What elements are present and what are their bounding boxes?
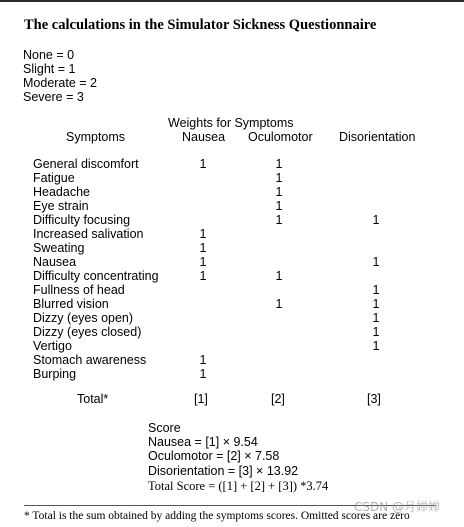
scale-item-severe: Severe = 3	[23, 90, 84, 104]
oculomotor-weight: 1	[275, 297, 283, 311]
table-row-label: Blurred vision	[33, 297, 109, 311]
disorientation-weight: 1	[372, 213, 380, 227]
nausea-weight: 1	[199, 227, 207, 241]
score-heading: Score	[148, 421, 181, 435]
weights-header: Weights for Symptoms	[168, 116, 294, 130]
disorientation-weight: 1	[372, 311, 380, 325]
disorientation-weight: 1	[372, 255, 380, 269]
total-oculomotor: [2]	[271, 392, 285, 406]
table-row-label: Stomach awareness	[33, 353, 147, 367]
oculomotor-weight: 1	[275, 157, 283, 171]
table-row-label: Increased salivation	[33, 227, 144, 241]
nausea-weight: 1	[199, 255, 207, 269]
table-row-label: Dizzy (eyes closed)	[33, 325, 142, 339]
column-header-nausea: Nausea	[182, 130, 226, 144]
nausea-weight: 1	[199, 353, 207, 367]
table-row-label: Eye strain	[33, 199, 89, 213]
table-row-label: Fullness of head	[33, 283, 125, 297]
disorientation-weight: 1	[372, 325, 380, 339]
oculomotor-weight: 1	[275, 171, 283, 185]
column-header-oculomotor: Oculomotor	[248, 130, 313, 144]
total-score-formula: Total Score = ([1] + [2] + [3]) *3.74	[148, 479, 329, 493]
disorientation-weight: 1	[372, 283, 380, 297]
score-oculomotor-formula: Oculomotor = [2] × 7.58	[148, 449, 280, 463]
table-row-label: General discomfort	[33, 157, 139, 171]
column-header-disorientation: Disorientation	[339, 130, 416, 144]
total-nausea: [1]	[194, 392, 208, 406]
table-row-label: Burping	[33, 367, 77, 381]
oculomotor-weight: 1	[275, 185, 283, 199]
column-header-symptoms: Symptoms	[66, 130, 126, 144]
nausea-weight: 1	[199, 241, 207, 255]
top-rule	[0, 0, 464, 2]
table-row-label: Headache	[33, 185, 90, 199]
oculomotor-weight: 1	[275, 213, 283, 227]
nausea-weight: 1	[199, 157, 207, 171]
table-row-label: Difficulty focusing	[33, 213, 131, 227]
table-row-label: Difficulty concentrating	[33, 269, 159, 283]
oculomotor-weight: 1	[275, 199, 283, 213]
disorientation-weight: 1	[372, 339, 380, 353]
footnote: * Total is the sum obtained by adding the symptoms scores. Omitted scores are zero	[24, 510, 410, 522]
score-disorientation-formula: Disorientation = [3] × 13.92	[148, 464, 299, 478]
total-disorientation: [3]	[367, 392, 381, 406]
disorientation-weight: 1	[372, 297, 380, 311]
scale-item-slight: Slight = 1	[23, 62, 76, 76]
table-row-label: Sweating	[33, 241, 85, 255]
oculomotor-weight: 1	[275, 269, 283, 283]
total-label: Total*	[77, 392, 109, 406]
scale-item-moderate: Moderate = 2	[23, 76, 98, 90]
nausea-weight: 1	[199, 269, 207, 283]
table-row-label: Fatigue	[33, 171, 75, 185]
table-row-label: Dizzy (eyes open)	[33, 311, 134, 325]
scale-item-none: None = 0	[23, 48, 75, 62]
score-nausea-formula: Nausea = [1] × 9.54	[148, 435, 258, 449]
table-row-label: Vertigo	[33, 339, 72, 353]
page-title: The calculations in the Simulator Sickness Questionnaire	[24, 17, 377, 33]
table-row-label: Nausea	[33, 255, 77, 269]
nausea-weight: 1	[199, 367, 207, 381]
watermark: CSDN @月婵婵	[354, 500, 441, 514]
